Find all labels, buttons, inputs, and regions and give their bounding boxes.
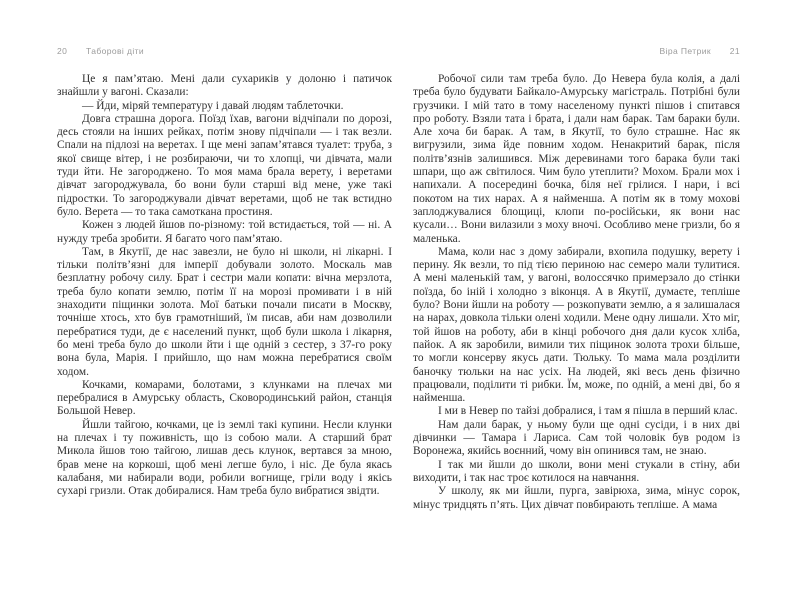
running-head-right xyxy=(413,46,740,56)
paragraph: Там, в Якутії, де нас завезли, не було ні школи, ні лікарні. І тільки політв’язні для імперії добували золото. Москаль мав безплатну робочу силу. Брат і сестри мали копати: вічна мерзлота, треба було копати землю, потім її на морозі промивати і в ній знаходити піщинки золота. Мої батьки почали писати в Москву, точніше хтось, хто був грамотніший, їм писав, аби нам дозволили перебратися туди, де є населений пункт, щоб були школа і лікарня, бо мені треба було до школи йти і ще одній з сестер, з 37-го року вона була, Марія. І прийшло, що нам можна перебратися своїм ходом. xyxy=(57,245,392,378)
paragraph: Кожен з людей йшов по-різному: той встидається, той — ні. А нужду треба зробити. Я багато чого пам’ятаю. xyxy=(57,219,392,245)
paragraph: Йшли тайгою, кочками, це із землі такі купини. Несли клунки на плечах і ту поживність, що із собою мали. А старший брат Микола йшов тою тайгою, лишав десь клунок, вертався за мною, брав мене на коркоші, щоб мені легше було, і ніс. Де була якась калабаня, ми набирали води, робили вогнище, гріли воду і якісь сухарі гризли. Отак добиралися. Нам треба було вибратися звідти. xyxy=(57,418,392,498)
paragraph: Нам дали барак, у ньому були ще одні сусіди, і в них дві дівчинки — Тамара і Лариса. Сам той чоловік був родом із Воронежа, якийсь воєнний, чому він опинився там, не знаю. xyxy=(413,418,740,458)
running-title-right: Віра Петрик xyxy=(659,46,711,56)
running-head-left xyxy=(57,46,392,56)
page-body-left xyxy=(57,73,392,499)
running-title-left: Таборові діти xyxy=(86,46,145,56)
page-number-right: 21 xyxy=(729,46,740,56)
page-body-right xyxy=(413,73,740,512)
paragraph: Довга страшна дорога. Поїзд їхав, вагони відчіпали по дорозі, десь стояли на інших рейках, потім знову підчіпали — і так везли. Спали на підлозі на веретах. І ще мені запам’ятався туалет: труба, з якої свище вітер, і не розбираючи, чи то хлопці, чи дівчата, мали туди йти. Не загороджено. То моя мама брала верету, і веретами дівчат загороджувала, бо вони були старші від мене, уже такі підростки. То загороджували дівчат веретами, щоб не так встидно було. Верета — то така самоткана простиня. xyxy=(57,112,392,218)
paragraph: У школу, як ми йшли, пурга, завірюха, зима, мінус сорок, мінус тридцять п’ять. Цих дівчат повбирають тепліше. А мама xyxy=(413,485,740,511)
page-right xyxy=(400,0,800,592)
paragraph: Мама, коли нас з дому забирали, вхопила подушку, верету і перину. Як везли, то під тією периною нас семеро мали тулитися. А мені маленькій там, у вагоні, волоссячко примерзало до стінки поїзда, бо іній і холодно з віконця. А в Якутії, думаєте, тепліше було? Вони йшли на роботу — розкопувати землю, а я залишалася на нарах, довкола тільки олені ходили. Мене одну лишали. Хто міг, той йшов на роботу, аби в кінці робочого дня дали кусок хліба, пайок. А як заробили, вимили тих піщинок золота трохи більше, то могли консерву якусь дати. Тюльку. То мама мала розділити баночку тюльки на нас усіх. На людей, які весь день фізично працювали, поділити ті рибки. Їм, може, по одній, а мені дві, бо я найменша. xyxy=(413,245,740,405)
page-number-left: 20 xyxy=(57,46,68,56)
paragraph: Це я пам’ятаю. Мені дали сухариків у долоню і патичок знайшли у вагоні. Сказали: xyxy=(57,73,392,99)
paragraph: Кочками, комарами, болотами, з клунками на плечах ми перебралися в Амурську область, Сковородинський район, станція Большой Невер. xyxy=(57,378,392,418)
paragraph: І ми в Невер по тайзі добралися, і там я пішла в перший клас. xyxy=(438,405,738,418)
paragraph-dialogue: — Йди, міряй температуру і давай людям таблеточки. xyxy=(82,99,344,112)
paragraph: І так ми йшли до школи, вони мені стукали в стіну, аби виходити, і так нас троє котилося на навчання. xyxy=(413,458,740,484)
paragraph: Робочої сили там треба було. До Невера була колія, а далі треба було будувати Байкало-Амурську магістраль. Потрібні були грузчики. І мій тато в тому населеному пункті пішов і спитався про роботу. Взяли тата і брата, і дали нам барак. Там бараки були. Але хоча би барак. А там, в Якутії, то було страшне. Нас як вигрузили, зима йде повним ходом. Ненакритий барак, після політв’язнів залишився. Між деревинами того барака були такі шпари, що аж світилося. Чим було утеплити? Мохом. Брали мох і напихали. А посередині бочка, біля неї грілися. І нари, і всі покотом на тих нарах. А я найменша. А потім як в тому мохові заплоджувалися блощиці, клопи по-російськи, як вони нас кусали… Вони вилазили з моху вночі. Особливо мене гризли, бо я маленька. xyxy=(413,73,740,245)
